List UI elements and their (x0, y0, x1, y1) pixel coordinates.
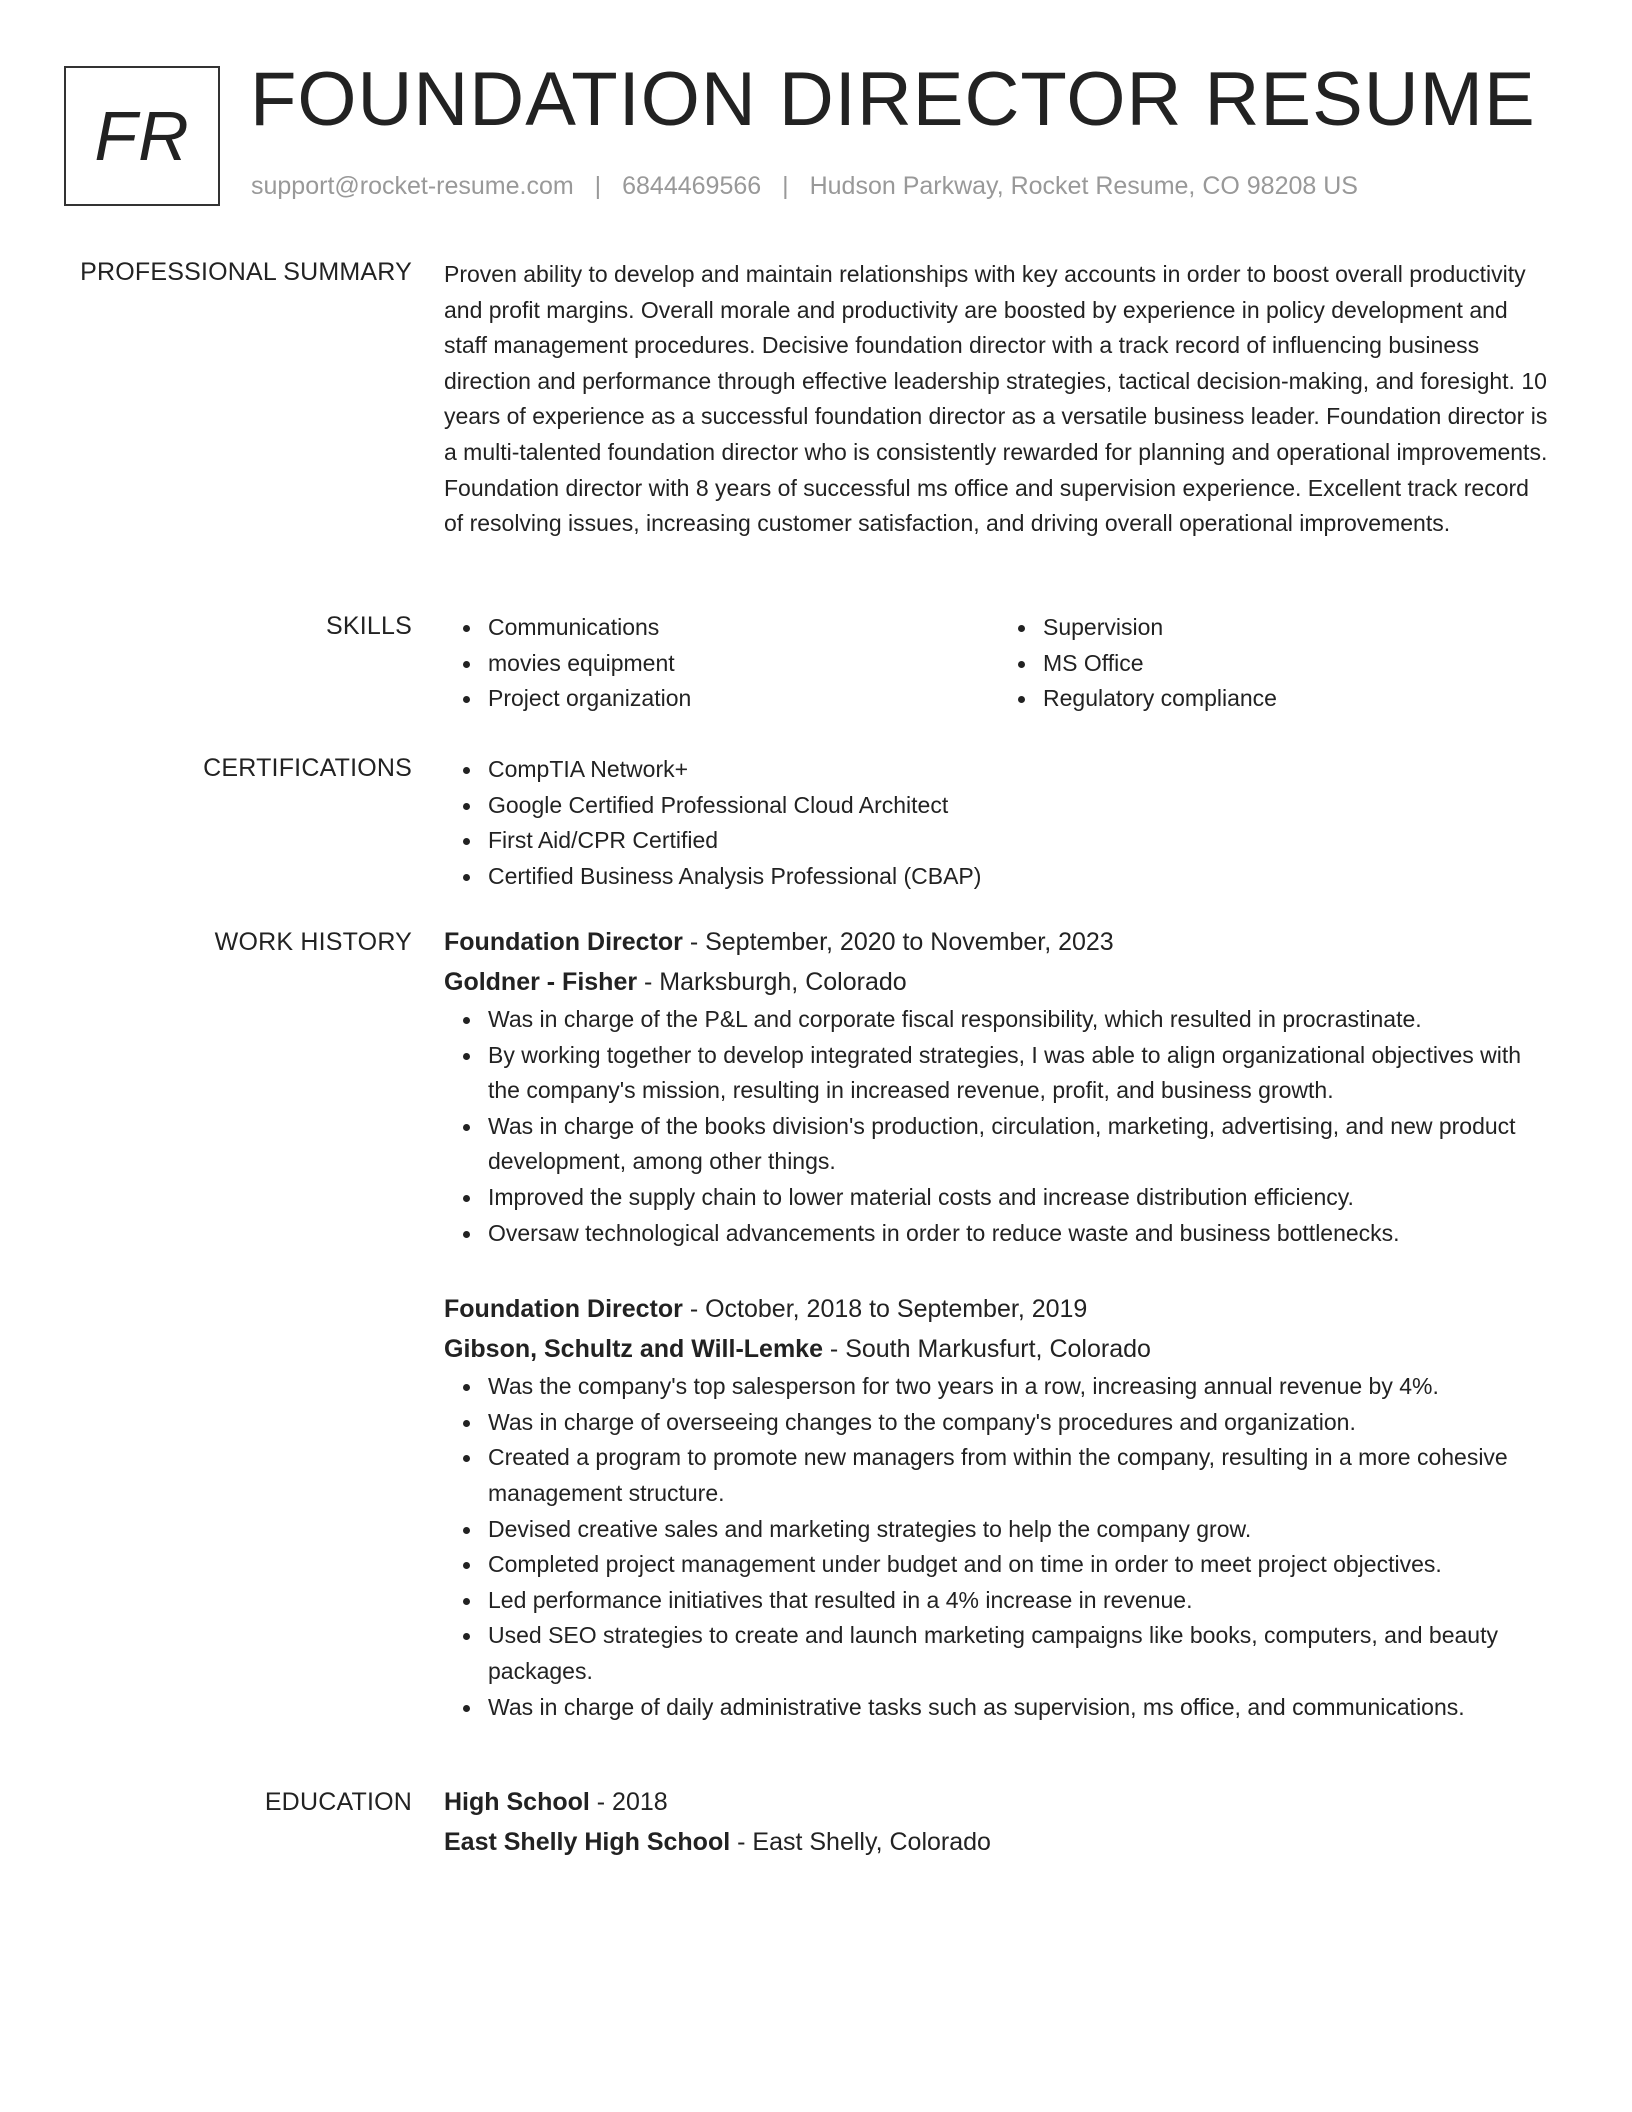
job-location: - Marksburgh, Colorado (637, 968, 907, 996)
job-bullet: Was the company's top salesperson for two years in a row, increasing annual revenue by 4%. (488, 1369, 1554, 1405)
job-entry (444, 922, 1554, 1251)
education-year: - 2018 (589, 1788, 668, 1816)
skill-item: movies equipment (488, 646, 999, 682)
job-dates: - October, 2018 to September, 2019 (682, 1295, 1088, 1324)
contact-email: support@rocket-resume.com (251, 172, 574, 200)
job-company: Gibson, Schultz and Will-Lemke (444, 1335, 823, 1364)
summary-body (444, 257, 1554, 542)
job-bullet: Led performance initiatives that resulted in a 4% increase in revenue. (488, 1583, 1554, 1619)
contact-address: Hudson Parkway, Rocket Resume, CO 98208 US (809, 172, 1358, 200)
skill-item: Project organization (488, 681, 999, 717)
education-body (444, 1782, 1554, 1862)
job-bullets (444, 1002, 1554, 1251)
skill-item: MS Office (1043, 646, 1554, 682)
job-company-line (444, 1329, 1554, 1369)
job-role: Foundation Director (444, 928, 683, 956)
section-title-skills: SKILLS (326, 612, 412, 640)
skill-item: Supervision (1043, 610, 1554, 646)
job-bullet: By working together to develop integrated strategies, I was able to align organizational objectives with the company's mission, resulting in increased revenue, profit, and business growth. (488, 1038, 1554, 1109)
contact-separator: | (594, 172, 602, 200)
job-bullet: Devised creative sales and marketing strategies to help the company grow. (488, 1512, 1554, 1548)
job-bullet: Created a program to promote new managers from within the company, resulting in a more cohesive management structure. (488, 1440, 1554, 1511)
job-bullet: Improved the supply chain to lower material costs and increase distribution efficiency. (488, 1180, 1554, 1216)
contact-separator: | (782, 172, 789, 200)
education-degree: High School (444, 1788, 590, 1816)
monogram-logo: FR (64, 66, 220, 206)
job-bullet: Oversaw technological advancements in order to reduce waste and business bottlenecks. (488, 1216, 1554, 1252)
section-title-education: EDUCATION (264, 1788, 412, 1816)
skill-item: Communications (488, 610, 999, 646)
skills-list-right (999, 610, 1554, 717)
certification-item: Google Certified Professional Cloud Architect (488, 788, 1554, 824)
job-bullet: Was in charge of daily administrative tasks such as supervision, ms office, and communications. (488, 1690, 1554, 1726)
skills-body (444, 610, 1554, 717)
certification-item: CompTIA Network+ (488, 752, 1554, 788)
education-school: East Shelly High School (444, 1828, 731, 1856)
job-entry (444, 1289, 1554, 1725)
job-bullet: Was in charge of the books division's production, circulation, marketing, advertising, and new product development, among other things. (488, 1109, 1554, 1180)
skill-item: Regulatory compliance (1043, 681, 1554, 717)
job-role: Foundation Director (444, 1295, 683, 1324)
certifications-list (444, 752, 1554, 894)
summary-text: Proven ability to develop and maintain relationships with key accounts in order to boost overall productivity and profit margins. Overall morale and productivity are boosted by experience in policy development and staff management procedures. Decisive foundation director with a track record of influencing business direction and performance through effective leadership strategies, tactical decision-making, and foresight. 10 years of experience as a successful foundation director as a versatile business leader. Foundation director is a multi-talented foundation director who is consistently rewarded for planning and operational improvements. Foundation director with 8 years of successful ms office and supervision experience. Excellent track record of resolving issues, increasing customer satisfaction, and driving overall operational improvements. (444, 261, 1548, 537)
education-location: - East Shelly, Colorado (730, 1828, 991, 1856)
job-location: - South Markusfurt, Colorado (822, 1335, 1151, 1364)
skills-grid (444, 610, 1554, 717)
job-dates: - September, 2020 to November, 2023 (682, 928, 1114, 956)
contact-phone: 6844469566 (622, 172, 762, 200)
job-bullets (444, 1369, 1554, 1725)
job-title-line (444, 1289, 1554, 1329)
skills-list-left (444, 610, 999, 717)
certification-item: First Aid/CPR Certified (488, 823, 1554, 859)
work-history-body (444, 922, 1554, 1763)
section-title-summary: PROFESSIONAL SUMMARY (80, 258, 412, 286)
section-title-certifications: CERTIFICATIONS (203, 754, 412, 782)
job-company-line (444, 962, 1554, 1002)
job-title-line (444, 922, 1554, 962)
job-bullet: Was in charge of overseeing changes to the company's procedures and organization. (488, 1405, 1554, 1441)
contact-line (251, 172, 1358, 201)
education-school-line (444, 1822, 1554, 1862)
certifications-body (444, 752, 1554, 894)
job-bullet: Was in charge of the P&L and corporate fiscal responsibility, which resulted in procrastinate. (488, 1002, 1554, 1038)
job-bullet: Used SEO strategies to create and launch marketing campaigns like books, computers, and beauty packages. (488, 1618, 1554, 1689)
job-company: Goldner - Fisher (444, 968, 638, 996)
section-title-work-history: WORK HISTORY (214, 928, 412, 956)
resume-title: FOUNDATION DIRECTOR RESUME (250, 57, 1536, 142)
job-bullet: Completed project management under budget and on time in order to meet project objectives. (488, 1547, 1554, 1583)
certification-item: Certified Business Analysis Professional (CBAP) (488, 859, 1554, 895)
education-degree-line (444, 1782, 1554, 1822)
